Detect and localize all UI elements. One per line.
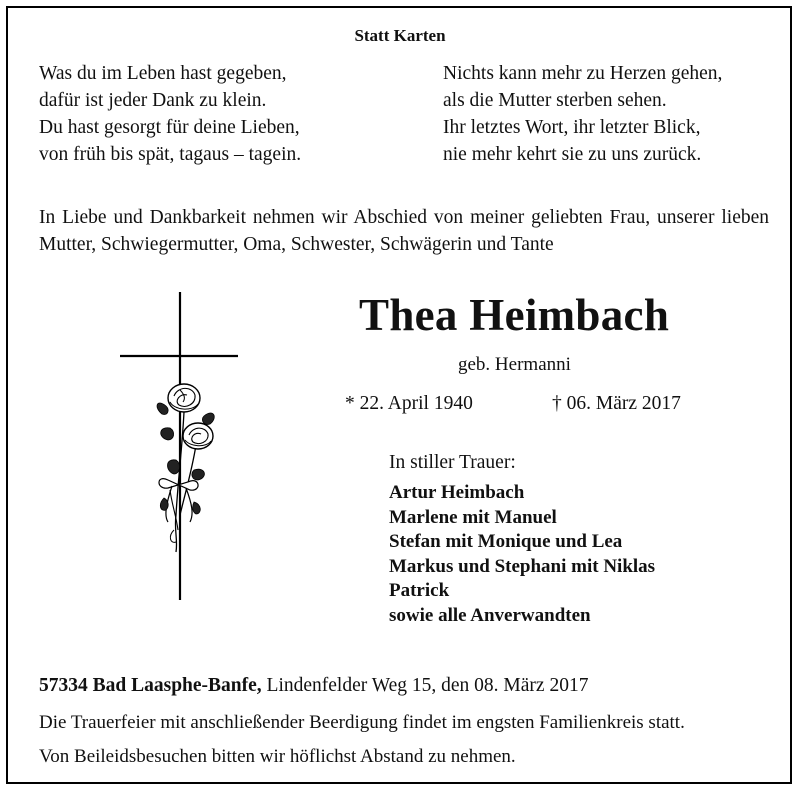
intro-text: In Liebe und Dankbarkeit nehmen wir Abschied von meiner geliebten Frau, unserer lieben Mutter, Schwiegermutter, Oma, Schwester, Schwägerin und Tante — [39, 207, 769, 255]
poem-line: nie mehr kehrt sie zu uns zurück. — [443, 144, 702, 165]
mourner-name: Stefan mit Monique und Lea — [389, 531, 623, 552]
condolence-note: Von Beileidsbesuchen bitten wir höflichst Abstand zu nehmen. — [39, 746, 516, 767]
poem-line: von früh bis spät, tagaus – tagein. — [39, 144, 302, 165]
poem-line: Nichts kann mehr zu Herzen gehen, — [443, 63, 723, 84]
address-street-date: Lindenfelder Weg 15, den 08. März 2017 — [261, 675, 589, 696]
mourner-name: Marlene mit Manuel — [389, 506, 557, 528]
poem-line: dafür ist jeder Dank zu klein. — [39, 90, 267, 111]
address-town: 57334 Bad Laasphe-Banfe, — [39, 675, 262, 696]
mourner-name: Markus und Stephani mit Niklas — [389, 555, 656, 577]
death-date: † 06. März 2017 — [552, 393, 681, 414]
deceased-name: Thea Heimbach — [359, 290, 670, 340]
notice-header: Statt Karten — [354, 26, 446, 45]
address-line — [39, 675, 588, 697]
poem-line: Ihr letztes Wort, ihr letzter Blick, — [443, 117, 701, 138]
cross-with-roses-icon — [110, 290, 250, 602]
poem-line: Was du im Leben hast gegeben, — [39, 63, 287, 84]
poem-left-stanza — [39, 60, 301, 168]
poem-right-stanza — [443, 60, 722, 168]
mourner-name: Artur Heimbach — [389, 482, 525, 503]
mourning-label: In stiller Trauer: — [389, 452, 516, 473]
birth-name: geb. Hermanni — [458, 354, 571, 375]
mourner-list — [389, 481, 655, 628]
poem-line: Du hast gesorgt für deine Lieben, — [39, 117, 300, 138]
mourner-name: sowie alle Anverwandten — [389, 604, 591, 626]
mourner-name: Patrick — [389, 580, 450, 601]
birth-date: * 22. April 1940 — [345, 393, 473, 414]
poem-line: als die Mutter sterben sehen. — [443, 90, 667, 111]
funeral-info: Die Trauerfeier mit anschließender Beerdigung findet im engsten Familienkreis statt. — [39, 712, 685, 733]
